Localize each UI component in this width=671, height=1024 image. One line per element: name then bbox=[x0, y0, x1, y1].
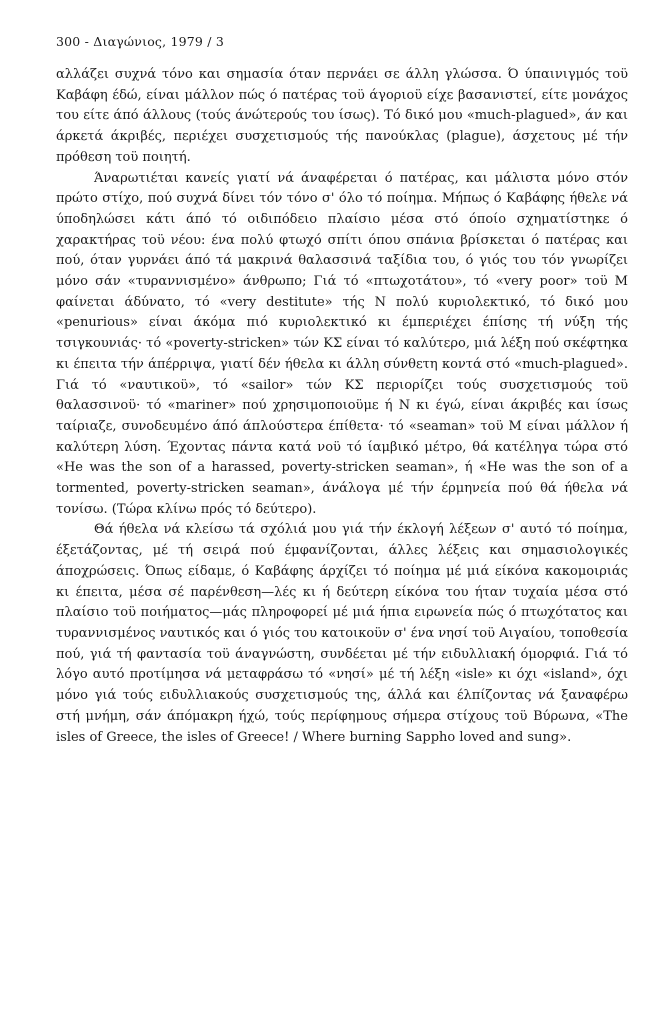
running-header bbox=[56, 34, 628, 50]
paragraph-1: αλλάζει συχνά τόνο και σημασία όταν περνάει σε άλλη γλώσσα. Ό ύπαινιγμός τοϋ Καβάφη έδώ, είναι μάλλον πώς ό πατέρας τοϋ άγοριοϋ είχε βασανιστεί, είτε μονάχος του είτε άπό άλλους (τούς άνώτερούς του ίσως). Τό δικό μου «much-plagued», άν και άρκετά άκριβές, περιέχει συσχετισμούς τής πανούκλας (plague), άσχετους μέ τήν πρόθεση τοϋ ποιητή. bbox=[56, 67, 628, 165]
paragraph-2: Άναρωτιέται κανείς γιατί νά άναφέρεται ό πατέρας, και μάλιστα μόνο στόν πρώτο στίχο, πού συχνά δίνει τόν τόνο σ' όλο τό ποίημα. Μήπως ό Καβάφης ήθελε νά ύποδηλώσει κάτι άπό τό οιδιπόδειο πλαίσιο μέσα στό όποίο σχηματίστηκε ό χαρακτήρας τοϋ νέου: ένα πολύ φτωχό σπίτι όπου σπάνια βρίσκεται ό πατέρας και πού, όταν γυρνάει άπό τά μακρινά θαλασσινά ταξίδια του, ό γιός του τόν γνωρίζει μόνο σάν «τυραννισμένο» άνθρωπο; Γιά τό «πτωχοτάτου», τό «very poor» τοϋ Μ φαίνεται άδύνατο, τό «very destitute» τής Ν πολύ κυριολεκτικό, τό δικό μου «penurious» είναι άκόμα πιό κυριολεκτικό κι έμπεριέχει έπίσης τή νύξη τής τσιγκουνιάς· τό «poverty-stricken» τών ΚΣ είναι τό καλύτερο, μιά λέξη πού σκέφτηκα κι έπειτα τήν άπέρριψα, γιατί δέν ήθελα κι άλλη σύνθετη κοντά στό «much-plagued». Γιά τό «ναυτικοϋ», τό «sailor» τών ΚΣ περιορίζει τούς συσχετισμούς τοϋ θαλασσινοϋ· τό «mariner» πού χρησιμοποιοϋμε ή Ν κι έγώ, είναι άκριβές και ίσως ταίριαζε, συνοδευμένο άπό άπλούστερα έπίθετα· τό «seaman» τοϋ Μ είναι μάλλον ή καλύτερη λύση. Έχοντας πάντα κατά νοϋ τό ίαμβικό μέτρο, θά κατέληγα τώρα στό «He was the son of a harassed, poverty-stricken seaman», ή «He was the son of a tormented, poverty-stricken seaman», άνάλογα μέ τήν έρμηνεία πού θά ήθελα νά τονίσω. (Τώρα κλίνω πρός τό δεύτερο). bbox=[56, 170, 628, 517]
header-separator: - bbox=[84, 34, 94, 49]
journal-name: Διαγώνιος, 1979 / 3 bbox=[93, 34, 224, 49]
body-text bbox=[56, 65, 628, 748]
page-number: 300 bbox=[56, 34, 81, 49]
document-page bbox=[56, 34, 628, 748]
paragraph-3: Θά ήθελα νά κλείσω τά σχόλιά μου γιά τήν έκλογή λέξεων σ' αυτό τό ποίημα, έξετάζοντας, μέ τή σειρά πού έμφανίζονται, άλλες λέξεις και σημασιολογικές άποχρώσεις. Όπως είδαμε, ό Καβάφης άρχίζει τό ποίημα μέ μιά είκόνα κακομοιριάς κι έπειτα, μέσα σέ παρένθεση—λές κι ή δεύτερη είκόνα του ήταν τυχαία μέσα στό πλαίσιο τοϋ ποιήματος—μάς πληροφορεί μέ μιά ήπια ειρωνεία πώς ό πτωχότατος και τυραννισμένος ναυτικός και ό γιός του κατοικοϋν σ' ένα νησί τοϋ Αιγαίου, τοποθεσία πού, γιά τή φαντασία τοϋ άναγνώστη, συνδέεται μέ τήν ειδυλλιακή όμορφιά. Γιά τό λόγο αυτό προτίμησα νά μεταφράσω τό «νησί» μέ τή λέξη «isle» κι όχι «island», όχι μόνο γιά τούς ειδυλλιακούς συσχετισμούς της, άλλά και έλπίζοντας νά ξαναφέρω στή μνήμη, σάν άπόμακρη ήχώ, τούς περίφημους σήμερα στίχους τοϋ Βύρωνα, «The isles of Greece, the isles of Greece! / Where burning Sappho loved and sung». bbox=[56, 522, 628, 745]
